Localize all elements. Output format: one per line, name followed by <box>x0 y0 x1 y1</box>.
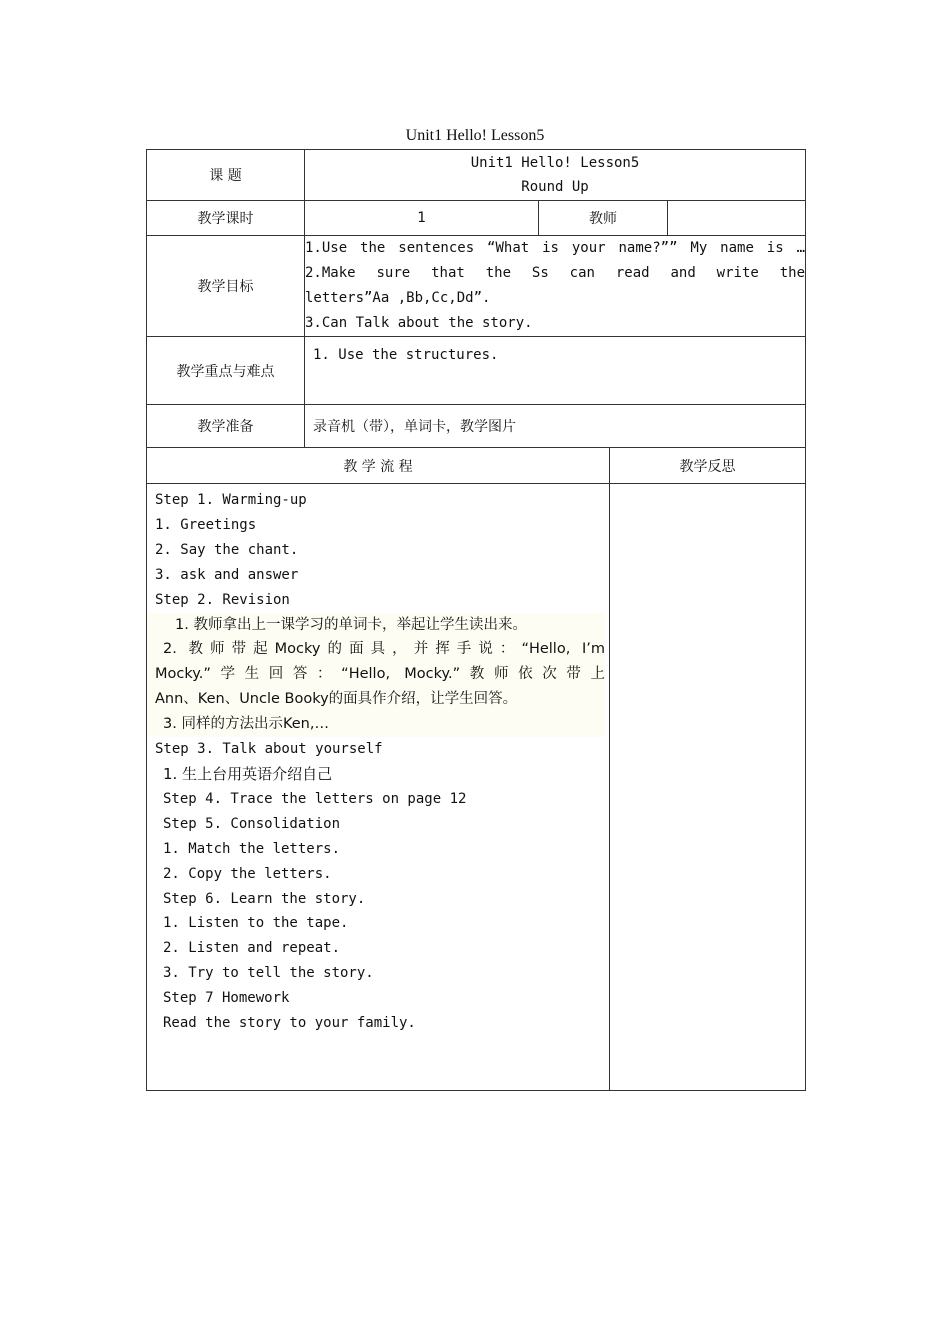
list-item: 3. 同样的方法出示Ken,… <box>163 716 329 733</box>
list-item: 2. Copy the letters. <box>163 865 332 882</box>
hours-row <box>147 201 806 236</box>
preparation-row <box>147 405 806 448</box>
list-item: 3. ask and answer <box>155 566 299 583</box>
preparation-label: 教学准备 <box>147 405 305 448</box>
process-row <box>147 484 806 1091</box>
list-item: 3. Try to tell the story. <box>163 965 374 982</box>
list-item: 1. Match the letters. <box>163 840 341 857</box>
list-item: 2. 教师带起Mocky的面具，并挥手说：“Hello, I’m <box>163 641 605 658</box>
objective-line: 2.Make sure that the Ss can read and write the <box>305 265 806 281</box>
list-item: Read the story to your family. <box>163 1015 416 1032</box>
list-item: 1. 教师拿出上一课学习的单词卡，举起让学生读出来。 <box>175 616 527 633</box>
preparation-value: 录音机（带），单词卡，教学图片 <box>305 405 806 448</box>
topic-label: 课 题 <box>147 150 305 201</box>
objective-line: letters”Aa ,Bb,Cc,Dd”. <box>305 290 491 306</box>
key-points-row <box>147 337 806 405</box>
objectives-value <box>305 236 806 337</box>
objectives-row <box>147 236 806 337</box>
step-heading: Step 2. Revision <box>155 591 290 608</box>
hours-label: 教学课时 <box>147 201 305 236</box>
hours-value: 1 <box>305 201 539 236</box>
list-item: 1. Listen to the tape. <box>163 915 349 932</box>
list-item: 1. 生上台用英语介绍自己 <box>163 764 333 783</box>
list-item: 2. Listen and repeat. <box>163 940 341 957</box>
lesson-plan-table <box>146 149 806 1091</box>
document-title: Unit1 Hello! Lesson5 <box>405 127 545 144</box>
objective-line: 1.Use the sentences “What is your name?”” My name is … <box>305 240 806 256</box>
teacher-value <box>668 201 806 236</box>
teacher-label: 教师 <box>539 201 668 236</box>
list-item-continuation: Ann、Ken、Uncle Booky的面具作介绍，让学生回答。 <box>155 691 518 708</box>
revision-block <box>147 613 605 738</box>
step-heading: Step 1. Warming-up <box>155 492 307 508</box>
topic-value <box>305 150 806 201</box>
list-item: 2. Say the chant. <box>155 541 299 558</box>
step-heading: Step 4. Trace the letters on page 12 <box>163 790 467 807</box>
key-points-value: 1. Use the structures. <box>305 337 806 405</box>
objectives-label: 教学目标 <box>147 236 305 337</box>
step-heading: Step 6. Learn the story. <box>163 890 366 907</box>
list-item-continuation: Mocky.”学生回答：“Hello, Mocky.”教师依次带上 <box>155 666 605 683</box>
reflection-header: 教学反思 <box>610 448 806 484</box>
step-heading: Step 5. Consolidation <box>163 815 341 832</box>
topic-row <box>147 150 806 201</box>
key-points-label: 教学重点与难点 <box>147 337 305 405</box>
step-heading: Step 3. Talk about yourself <box>155 741 383 758</box>
process-header: 教 学 流 程 <box>147 448 610 484</box>
process-header-row <box>147 448 806 484</box>
process-content <box>147 484 610 1091</box>
topic-value-line1: Unit1 Hello! Lesson5 <box>470 155 640 171</box>
list-item: 1. Greetings <box>155 516 257 533</box>
step-heading: Step 7 Homework <box>163 990 290 1007</box>
topic-value-line2: Round Up <box>521 179 589 195</box>
objective-line: 3.Can Talk about the story. <box>305 315 533 331</box>
reflection-content <box>610 484 806 1091</box>
